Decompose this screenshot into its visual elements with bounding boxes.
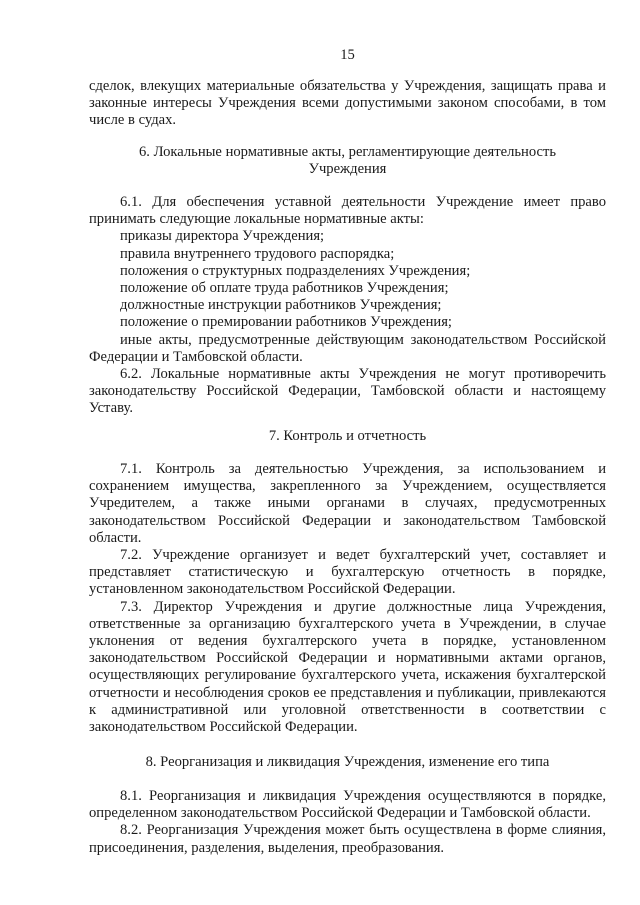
section-6-heading-line-2: Учреждения <box>308 161 387 178</box>
section-8-heading <box>89 754 606 771</box>
intro-block <box>89 78 606 130</box>
list-item: положение о премировании работников Учреждения; <box>120 314 452 331</box>
page-number: 15 <box>340 47 355 63</box>
list-item: правила внутреннего трудового распорядка; <box>120 245 395 262</box>
section-6-heading-line-1: 6. Локальные нормативные акты, регламентирующие деятельность <box>138 144 557 160</box>
section-8-body <box>89 788 606 857</box>
paragraph-7-1: 7.1. Контроль за деятельностью Учреждения, за использованием и сохранением имущества, закрепленного за Учреждением, осуществляется Учредителем, а также иными органами в случаях, предусмотренных законодательством Российской Федерации и законодательством Тамбовской области. <box>89 461 606 546</box>
list-item-last: иные акты, предусмотренные действующим законодательством Российской Федерации и Тамбовской области. <box>89 331 606 365</box>
paragraph-7-3: 7.3. Директор Учреждения и другие должностные лица Учреждения, ответственные за организацию бухгалтерского учета в Учреждении, в случае уклонения от ведения бухгалтерского учета в порядке, установленном законодательством Российской Федерации и нормативными актами органов, осуществляющих регулирование бухгалтерского учета, искажения бухгалтерской отчетности и несоблюдения сроков ее представления и публикации, привлекаются к административной или уголовной ответственности в соответствии с законодательством Российской Федерации. <box>89 598 606 736</box>
list-item: положение об оплате труда работников Учреждения; <box>120 280 449 297</box>
paragraph-6-1: 6.1. Для обеспечения уставной деятельности Учреждение имеет право принимать следующие локальные нормативные акты: <box>89 194 606 228</box>
list-item: должностные инструкции работников Учреждения; <box>120 297 442 314</box>
section-7-heading-text: 7. Контроль и отчетность <box>268 428 427 444</box>
list-item: приказы директора Учреждения; <box>120 228 325 245</box>
section-6-heading <box>89 144 606 178</box>
list-item: положения о структурных подразделениях Учреждения; <box>120 262 471 279</box>
section-7-heading <box>89 428 606 445</box>
paragraph-6-2: 6.2. Локальные нормативные акты Учреждения не могут противоречить законодательству Российской Федерации, Тамбовской области и настоящему Уставу. <box>89 366 606 417</box>
paragraph-8-1: 8.1. Реорганизация и ликвидация Учреждения осуществляются в порядке, определенном законодательством Российской Федерации и Тамбовской области. <box>89 788 606 822</box>
section-6-body <box>89 194 606 418</box>
paragraph-7-2: 7.2. Учреждение организует и ведет бухгалтерский учет, составляет и представляет статистическую и бухгалтерскую отчетность в порядке, установленном законодательством Российской Федерации. <box>89 547 606 598</box>
section-7-body <box>89 461 606 736</box>
section-8-heading-text: 8. Реорганизация и ликвидация Учреждения, изменение его типа <box>145 754 550 770</box>
intro-paragraph: сделок, влекущих материальные обязательства у Учреждения, защищать права и законные интересы Учреждения всеми допустимыми законом способами, в том числе в судах. <box>89 78 606 129</box>
paragraph-8-2: 8.2. Реорганизация Учреждения может быть осуществлена в форме слияния, присоединения, разделения, выделения, преобразования. <box>89 822 606 856</box>
